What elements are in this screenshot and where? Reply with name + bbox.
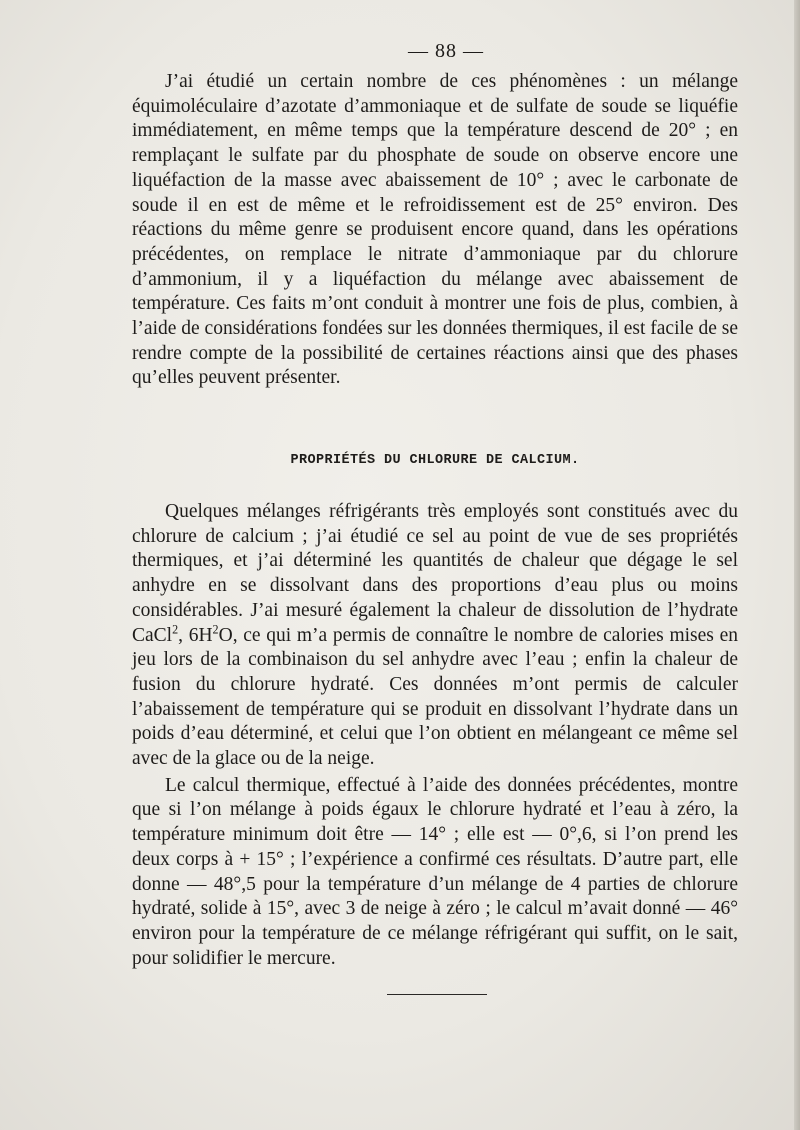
section-paragraph-2: Le calcul thermique, effectué à l’aide des données précédentes, montre que si l’on mélange à poids égaux le chlorure hydraté et l’eau à zéro, la température minimum doit être — 14° ; elle est — 0°,6, si l’on prend les deux corps à + 15° ; l’expérience a confirmé ces résultats. D’autre part, elle donne — 48°,5 pour la température d’un mélange de 4 parties de chlorure hydraté, solide à 15°, avec 3 de neige à zéro ; le calcul m’avait donné — 46° environ pour la température de ce mélange réfrigérant qui suffit, on le sait, pour solidifier le mercure. xyxy=(132,774,738,969)
section-text-block xyxy=(132,500,738,971)
page-number: — 88 — xyxy=(408,40,484,62)
formula-part: CaCl xyxy=(132,624,173,646)
intro-paragraph: J’ai étudié un certain nombre de ces phénomènes : un mélange équimoléculaire d’azotate d’ammoniaque et de sulfate de soude se liquéfie immédiatement, en même temps que la température descend de 20° ; en remplaçant le sulfate par du phosphate de soude on observe encore une liquéfaction de la masse avec abaissement de 10° ; avec le carbonate de soude il en est de même et le refroidissement est de 25° environ. Des réactions du même genre se produisent encore quand, dans les opérations précédentes, on remplace le nitrate d’ammoniaque par du chlorure d’ammonium, il y a liquéfaction du mélange avec abaissement de température. Ces faits m’ont conduit à montrer une fois de plus, combien, à l’aide de considérations fondées sur les données thermiques, il est facile de se rendre compte de la possibilité de certaines réactions ainsi que des phases qu’elles peuvent présenter. xyxy=(132,71,738,389)
chemical-formula xyxy=(132,622,233,646)
formula-part: , 6H xyxy=(178,624,213,646)
section-paragraph-1 xyxy=(132,500,738,772)
formula-part: O xyxy=(218,624,233,646)
paragraph-1-text-before-formula: Quelques mélanges réfrigérants très employés sont constitués avec du chlorure de calcium ; j’ai étudié ce sel au point de vue de ses propriétés thermiques, et j’ai déterminé les quantités de chaleur que dégage le sel anhydre en se dissolvant dans des proportions d’eau plus ou moins considérables. J’ai mesuré également la chaleur de dissolution de l’hydrate xyxy=(132,501,738,621)
formula-superscript: 2 xyxy=(172,622,179,637)
page-edge-shadow xyxy=(794,0,800,1130)
end-rule-divider xyxy=(387,994,487,995)
formula-superscript: 2 xyxy=(212,622,219,637)
section-title: PROPRIÉTÉS DU CHLORURE DE CALCIUM. xyxy=(290,453,580,468)
paragraph-1-text-after-formula: , ce qui m’a permis de connaître le nombre de calories mises en jeu lors de la combinaison du sel anhydre avec l’eau ; enfin la chaleur de fusion du chlorure hydraté. Ces données m’ont permis de calculer l’abaissement de température qui se produit en dissolvant l’hydrate dans un poids d’eau déterminé, et celui que l’on obtient en mélangeant ce même sel avec de la glace ou de la neige. xyxy=(132,624,738,770)
intro-text-block xyxy=(132,70,738,391)
